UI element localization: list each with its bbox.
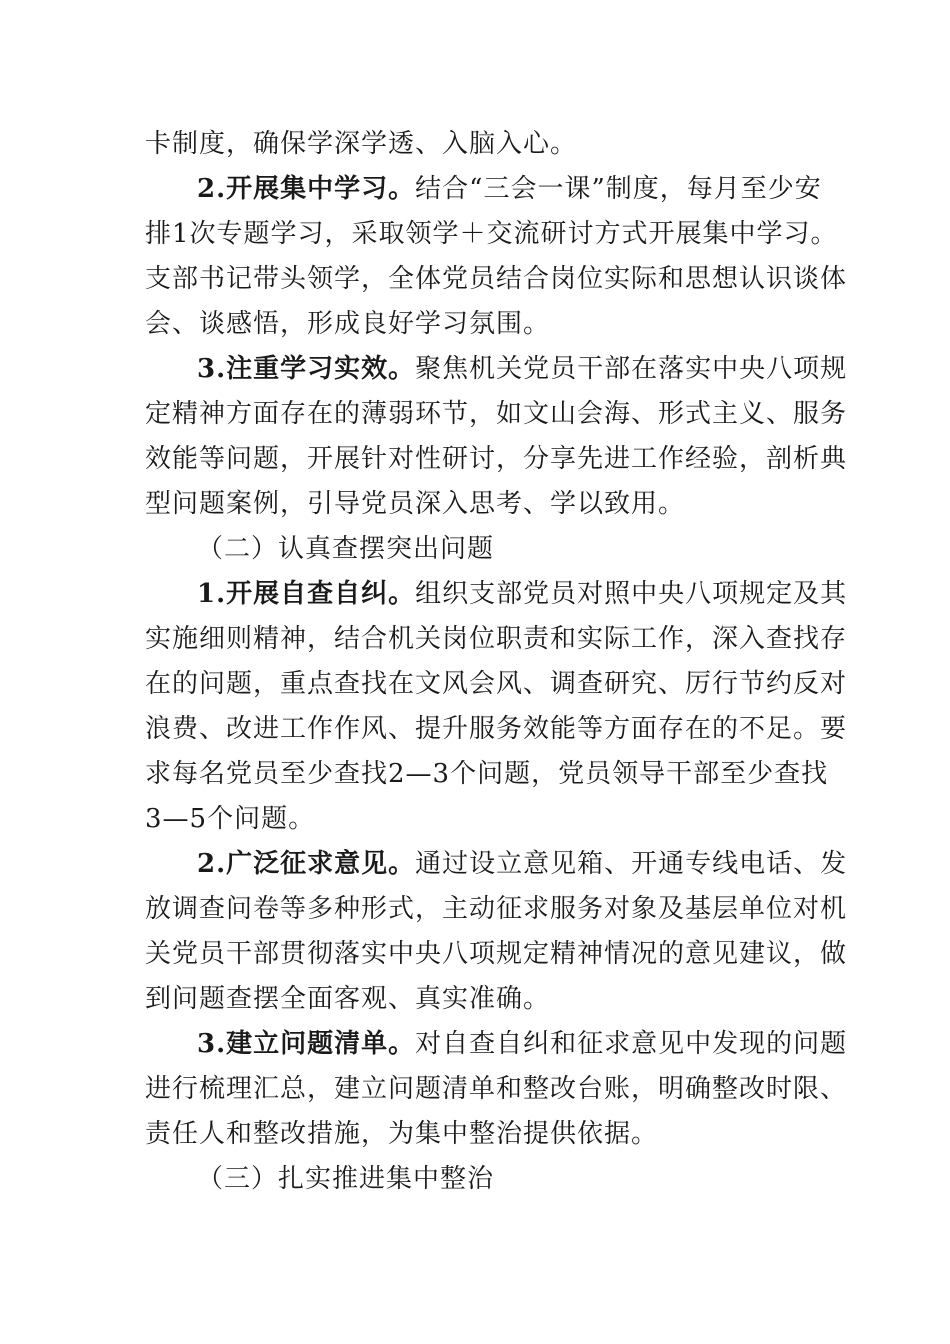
text-line: 型问题案例，引导党员深入思考、学以致用。 — [145, 489, 686, 519]
point-heading-line — [197, 1027, 848, 1061]
text-line: 责任人和整改措施，为集中整治提供依据。 — [145, 1119, 659, 1149]
point-heading-line — [197, 577, 848, 611]
text-line: 效能等问题，开展针对性研讨，分享先进工作经验，剖析典 — [145, 444, 848, 474]
text-line: 3—5个问题。 — [145, 804, 316, 834]
text-line: 放调查问卷等多种形式，主动征求服务对象及基层单位对机 — [145, 894, 848, 924]
text-line: 在的问题，重点查找在文风会风、调查研究、厉行节约反对 — [145, 669, 848, 699]
text-line: 定精神方面存在的薄弱环节，如文山会海、形式主义、服务 — [145, 399, 848, 429]
point-heading: 2.广泛征求意见。 — [197, 849, 416, 879]
text-line: 排1次专题学习，采取领学＋交流研讨方式开展集中学习。 — [145, 219, 838, 249]
text-line: 关党员干部贯彻落实中央八项规定精神情况的意见建议，做 — [145, 939, 848, 969]
text-line: 到问题查摆全面客观、真实准确。 — [145, 984, 551, 1014]
text-line: 进行梳理汇总，建立问题清单和整改台账，明确整改时限、 — [145, 1074, 848, 1104]
point-heading-line — [197, 352, 848, 386]
text-line: 支部书记带头领学，全体党员结合岗位实际和思想认识谈体 — [145, 264, 848, 294]
point-heading: 2.开展集中学习。 — [197, 174, 416, 204]
section-heading: （二）认真查摆突出问题 — [197, 534, 495, 564]
text-line: 求每名党员至少查找2—3个问题，党员领导干部至少查找 — [145, 759, 829, 789]
point-text: 通过设立意见箱、开通专线电话、发 — [415, 849, 848, 879]
point-heading-line — [197, 847, 848, 881]
point-text: 组织支部党员对照中央八项规定及其 — [415, 579, 848, 609]
text-line: 实施细则精神，结合机关岗位职责和实际工作，深入查找存 — [145, 624, 848, 654]
text-line: 卡制度，确保学深学透、入脑入心。 — [145, 129, 578, 159]
point-heading: 3.注重学习实效。 — [197, 354, 416, 384]
point-text: 聚焦机关党员干部在落实中央八项规 — [415, 354, 848, 384]
point-heading-line — [197, 172, 822, 206]
point-text: 结合“三会一课”制度，每月至少安 — [415, 174, 822, 204]
section-heading: （三）扎实推进集中整治 — [197, 1164, 495, 1194]
point-heading: 3.建立问题清单。 — [197, 1029, 416, 1059]
text-line: 会、谈感悟，形成良好学习氛围。 — [145, 309, 551, 339]
point-heading: 1.开展自查自纠。 — [197, 579, 416, 609]
point-text: 对自查自纠和征求意见中发现的问题 — [415, 1029, 848, 1059]
text-line: 浪费、改进工作作风、提升服务效能等方面存在的不足。要 — [145, 714, 848, 744]
